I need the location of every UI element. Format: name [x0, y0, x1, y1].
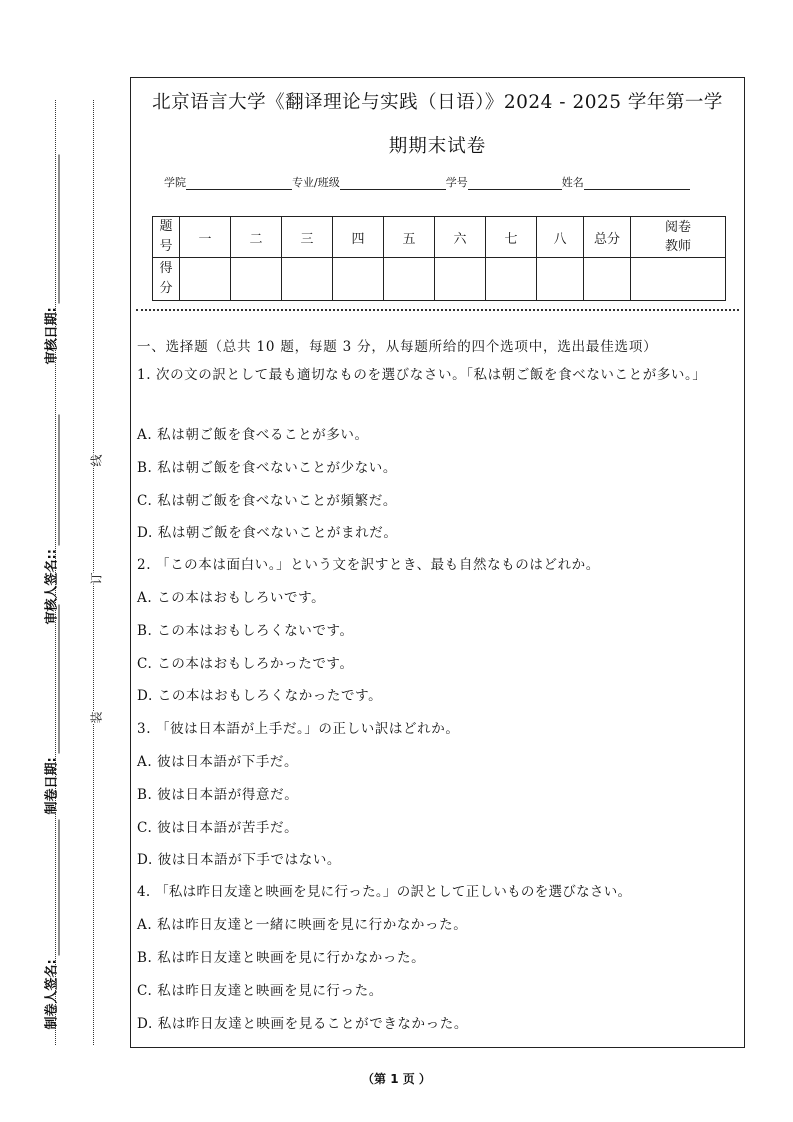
score-col-8: 八: [537, 217, 584, 258]
question-4-stem: 4. 「私は昨日友達と映画を見に行った。」の訳として正しいものを選びなさい。: [137, 884, 632, 900]
question-3-option-c: C. 彼は日本語が苦手だ。: [137, 820, 299, 836]
question-3-option-d: D. 彼は日本語が下手ではない。: [137, 852, 342, 868]
score-cell[interactable]: [282, 258, 333, 301]
question-1-option-b: B. 私は朝ご飯を食べないことが少ない。: [137, 460, 398, 476]
binding-mark-line: 线: [86, 454, 107, 466]
name-blank[interactable]: [584, 177, 690, 190]
score-cell[interactable]: [435, 258, 486, 301]
question-2-option-c: C. この本はおもしろかったです。: [137, 656, 354, 672]
score-col-4: 四: [333, 217, 384, 258]
question-4-option-a: A. 私は昨日友達と一緒に映画を見に行かなかった。: [137, 917, 468, 933]
exam-title: 北京语言大学《翻译理论与实践（日语）》2024 - 2025 学年第一学: [152, 92, 723, 113]
review-date-signature: 审核日期:: [41, 155, 60, 365]
score-col-total: 总分: [584, 217, 631, 258]
score-table-question-head: 题号: [153, 217, 180, 258]
question-2-option-b: B. この本はおもしろくないです。: [137, 623, 354, 639]
question-2-option-d: D. この本はおもしろくなかったです。: [137, 688, 383, 704]
score-table-header-row: [153, 217, 726, 258]
student-id-blank[interactable]: [468, 177, 562, 190]
question-2-option-a: A. この本はおもしろいです。: [137, 590, 326, 606]
exam-subtitle: 期期末试卷: [388, 136, 487, 157]
question-3-stem: 3. 「彼は日本語が上手だ。」の正しい訳はどれか。: [137, 721, 460, 737]
paper-maker-line: [45, 820, 60, 956]
score-col-5: 五: [384, 217, 435, 258]
score-cell[interactable]: [231, 258, 282, 301]
question-3-option-a: A. 彼は日本語が下手だ。: [137, 754, 299, 770]
score-col-3: 三: [282, 217, 333, 258]
score-cell[interactable]: [584, 258, 631, 301]
reviewer-line: [45, 415, 60, 546]
score-col-6: 六: [435, 217, 486, 258]
paper-date-line: [45, 605, 60, 754]
paper-maker-signature: 制卷人签名:: [41, 820, 60, 1030]
exam-frame: [130, 77, 745, 1048]
page-number: （第 1 页 ）: [362, 1072, 431, 1086]
binding-mark-bind: 装: [86, 711, 107, 723]
college-blank[interactable]: [186, 177, 292, 190]
class-blank[interactable]: [340, 177, 446, 190]
question-4-option-c: C. 私は昨日友達と映画を見に行った。: [137, 983, 383, 999]
score-col-1: 一: [180, 217, 231, 258]
question-4-option-d: D. 私は昨日友達と映画を見ることができなかった。: [137, 1016, 468, 1032]
student-info-row: 学院 专业/班级 学号 姓名: [164, 174, 690, 190]
binding-mark-staple: 订: [86, 572, 107, 584]
paper-date-signature: 制卷日期:: [41, 605, 60, 815]
question-3-option-b: B. 彼は日本語が得意だ。: [137, 787, 299, 803]
score-cell[interactable]: [180, 258, 231, 301]
score-col-grader: 阅卷教师: [631, 217, 726, 258]
question-2-stem: 2. 「この本は面白い。」という文を訳すとき、最も自然なものはどれか。: [137, 557, 600, 573]
question-1-option-d: D. 私は朝ご飯を食べないことがまれだ。: [137, 525, 398, 541]
section-heading: 一、选择题（总共 10 题，每题 3 分，从每题所给的四个选项中，选出最佳选项）: [137, 339, 658, 355]
question-1-option-a: A. 私は朝ご飯を食べることが多い。: [137, 427, 369, 443]
score-table-score-head: 得分: [153, 258, 180, 301]
question-1-option-c: C. 私は朝ご飯を食べないことが頻繁だ。: [137, 493, 397, 509]
score-table: [152, 216, 726, 301]
score-cell[interactable]: [333, 258, 384, 301]
score-cell[interactable]: [486, 258, 537, 301]
question-4-option-b: B. 私は昨日友達と映画を見に行かなかった。: [137, 950, 426, 966]
score-table-score-row: [153, 258, 726, 301]
score-col-2: 二: [231, 217, 282, 258]
section-divider: [136, 309, 739, 311]
review-date-line: [45, 155, 60, 304]
reviewer-signature: 审核人签名::: [41, 415, 60, 625]
score-cell[interactable]: [631, 258, 726, 301]
score-cell[interactable]: [537, 258, 584, 301]
score-col-7: 七: [486, 217, 537, 258]
score-cell[interactable]: [384, 258, 435, 301]
question-1-stem: 1. 次の文の訳として最も適切なものを選びなさい。「私は朝ご飯を食べないことが多い。」: [137, 367, 707, 383]
